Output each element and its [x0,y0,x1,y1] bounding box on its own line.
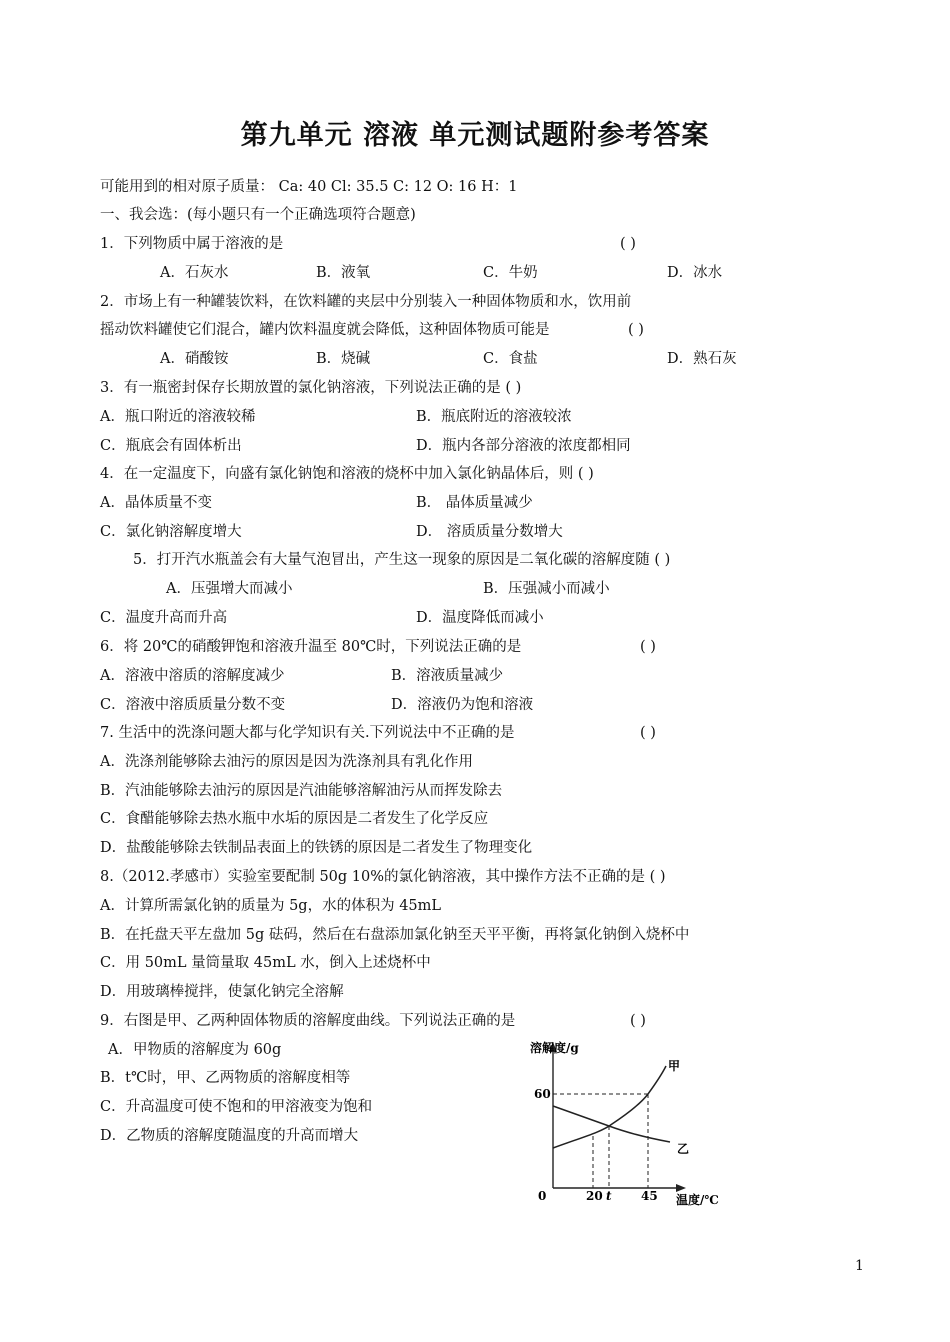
q2-option-c: C．食盐 [483,351,538,367]
atomic-mass-line: 可能用到的相对原子质量： Ca: 40 Cl: 35.5 C: 12 O: 16 H：1 [100,179,518,195]
x-axis-arrow [676,1184,686,1192]
q6-option-c: C．溶液中溶质质量分数不变 [100,697,286,713]
section-heading: 一、我会选：(每小题只有一个正确选项符合题意) [100,207,416,223]
q5-option-d: D．温度降低而减小 [416,610,544,626]
q7-stem: 7. 生活中的洗涤问题大都与化学知识有关.下列说法中不正确的是 [100,725,515,741]
q9-stem: 9．右图是甲、乙两种固体物质的溶解度曲线。下列说法正确的是 [100,1013,516,1029]
x-axis-label: 温度/℃ [676,1193,719,1207]
series-label-yi: 乙 [677,1142,690,1156]
q8-option-c: C．用 50mL 量筒量取 45mL 水，倒入上述烧杯中 [100,955,431,971]
q3-option-d: D．瓶内各部分溶液的浓度都相同 [416,438,631,454]
q1-stem: 1．下列物质中属于溶液的是 [100,236,284,252]
q6-option-a: A．溶液中溶质的溶解度减少 [100,668,285,684]
q6-option-d: D．溶液仍为饱和溶液 [391,697,534,713]
q1-option-c: C．牛奶 [483,265,538,281]
q3-option-b: B．瓶底附近的溶液较浓 [416,409,572,425]
q1-option-b: B．液氧 [316,265,371,281]
q8-stem: 8.（2012.孝感市）实验室要配制 50g 10%的氯化钠溶液，其中操作方法不正确的是 ( ) [100,869,666,885]
series-label-jia: 甲 [668,1059,681,1073]
solubility-curve-figure [520,1036,740,1211]
q8-option-b: B．在托盘天平左盘加 5g 砝码，然后在右盘添加氯化钠至天平平衡，再将氯化钠倒入烧杯中 [100,927,690,943]
q5-option-c: C．温度升高而升高 [100,610,228,626]
q2-answer-paren: ( ) [628,322,644,338]
page-number: 1 [855,1258,864,1274]
q2-stem-line1: 2．市场上有一种罐装饮料，在饮料罐的夹层中分别装入一种固体物质和水，饮用前 [100,294,632,310]
q3-stem: 3．有一瓶密封保存长期放置的氯化钠溶液，下列说法正确的是 ( ) [100,380,522,396]
q4-option-b: B． 晶体质量减少 [416,495,533,511]
q2-option-a: A．硝酸铵 [160,351,229,367]
q3-option-c: C．瓶底会有固体析出 [100,438,242,454]
x-tick-label-45: 45 [641,1189,658,1203]
q5-stem: 5．打开汽水瓶盖会有大量气泡冒出，产生这一现象的原因是二氧化碳的溶解度随 ( ) [133,552,671,568]
q5-option-b: B．压强减小而减小 [483,581,610,597]
y-tick-label-60: 60 [534,1087,551,1101]
q9-option-b: B．t℃时，甲、乙两物质的溶解度相等 [100,1070,351,1086]
q6-answer-paren: ( ) [640,639,656,655]
q4-option-d: D． 溶质质量分数增大 [416,524,563,540]
document-title: 第九单元 溶液 单元测试题附参考答案 [240,120,710,151]
q7-option-c: C．食醋能够除去热水瓶中水垢的原因是二者发生了化学反应 [100,811,489,827]
q2-option-b: B．烧碱 [316,351,371,367]
q1-option-a: A．石灰水 [160,265,229,281]
q2-stem-line2: 摇动饮料罐使它们混合，罐内饮料温度就会降低，这种固体物质可能是 [100,322,550,338]
q1-option-d: D．冰水 [667,265,723,281]
q3-option-a: A．瓶口附近的溶液较稀 [100,409,256,425]
y-axis-label: 溶解度/g [530,1041,579,1055]
q7-option-b: B．汽油能够除去油污的原因是汽油能够溶解油污从而挥发除去 [100,783,503,799]
q8-option-a: A．计算所需氯化钠的质量为 5g，水的体积为 45mL [100,898,442,914]
q9-answer-paren: ( ) [630,1013,646,1029]
q4-option-a: A．晶体质量不变 [100,495,212,511]
origin-label: 0 [538,1189,547,1203]
q2-option-d: D．熟石灰 [667,351,737,367]
x-tick-label-t: t [606,1189,612,1203]
q9-option-d: D．乙物质的溶解度随温度的升高而增大 [100,1128,359,1144]
q6-option-b: B．溶液质量减少 [391,668,504,684]
x-tick-label-20: 20 [586,1189,603,1203]
q4-option-c: C．氯化钠溶解度增大 [100,524,242,540]
q7-option-a: A．洗涤剂能够除去油污的原因是因为洗涤剂具有乳化作用 [100,754,473,770]
q6-stem: 6．将 20℃的硝酸钾饱和溶液升温至 80℃时，下列说法正确的是 [100,639,522,655]
q5-option-a: A．压强增大而减小 [166,581,293,597]
q7-answer-paren: ( ) [640,725,656,741]
q9-option-c: C．升高温度可使不饱和的甲溶液变为饱和 [100,1099,373,1115]
q7-option-d: D．盐酸能够除去铁制品表面上的铁锈的原因是二者发生了物理变化 [100,840,533,856]
q9-option-a: A．甲物质的溶解度为 60g [108,1042,282,1058]
q4-stem: 4．在一定温度下，向盛有氯化钠饱和溶液的烧杯中加入氯化钠晶体后，则 ( ) [100,466,594,482]
q1-answer-paren: ( ) [620,236,636,252]
q8-option-d: D．用玻璃棒搅拌，使氯化钠完全溶解 [100,984,344,1000]
